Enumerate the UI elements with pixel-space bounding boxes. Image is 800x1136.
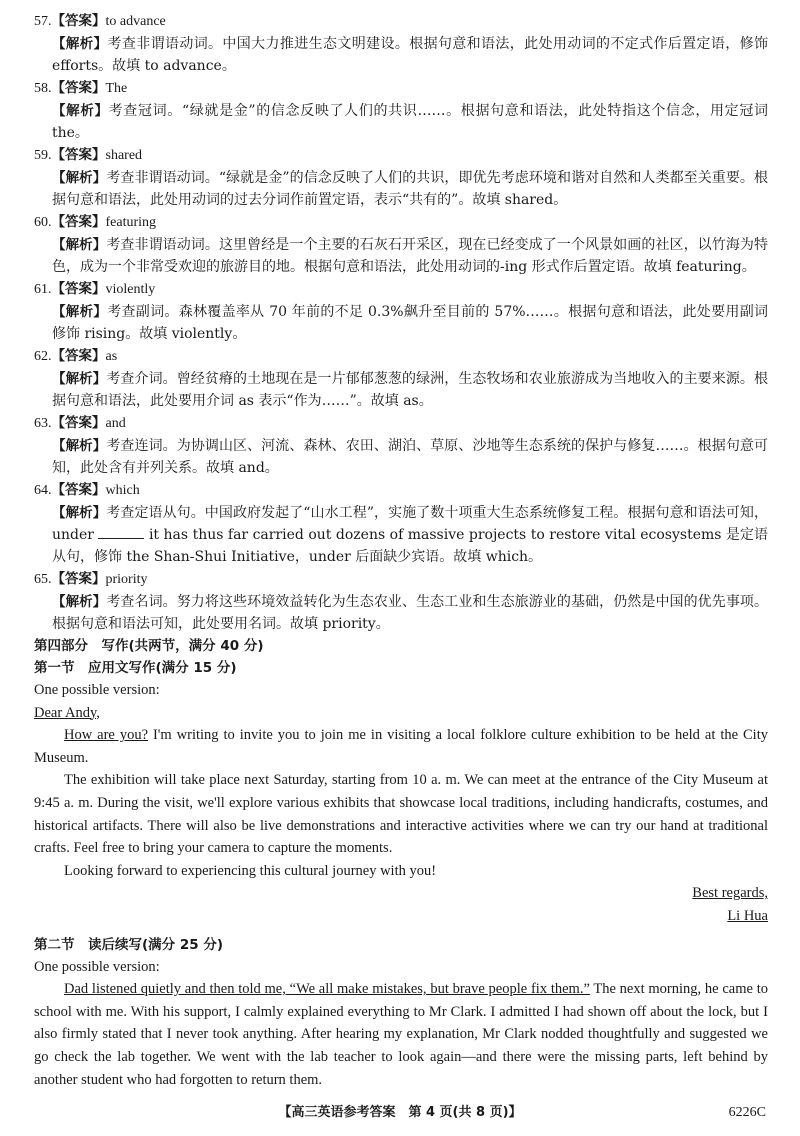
explanation-text: 考查副词。森林覆盖率从 70 年前的不足 0.3%飙升至目前的 57%……。根据句意和语法，此处要用副词修饰 rising。故填 violently。 [52,304,768,342]
explanation [52,33,768,77]
explanation-tag: 【解析】 [52,36,108,52]
answer-tag: 【答案】 [51,13,106,29]
explanation [52,435,768,479]
section2-intro: One possible version: [34,958,160,975]
answer-items [34,10,768,635]
answer-text: priority [105,572,148,587]
letter-closing: Best regards, [692,885,768,902]
answer-tag: 【答案】 [51,348,106,364]
question-number: 57. [34,14,52,29]
explanation-text: 考查介词。曾经贫瘠的土地现在是一片郁郁葱葱的绿洲，生态牧场和农业旅游成为当地收入的主要来源。根据句意和语法，此处要用介词 as 表示“作为……”。故填 as。 [52,371,769,409]
answer-tag: 【答案】 [51,281,106,297]
explanation-tag: 【解析】 [52,237,107,253]
answer-heading [34,144,768,167]
answer-heading [34,211,768,234]
answer-heading [34,278,768,301]
explanation-text: 考查非谓语动词。“绿就是金”的信念反映了人们的共识，即优先考虑环境和谐对自然和人类都至关重要。根据句意和语法，此处用动词的过去分词作前置定语，表示“共有的”。故填 shared。 [52,170,769,208]
answer-heading [34,568,768,591]
page-footer [0,1101,800,1125]
explanation [52,100,768,144]
answer-tag: 【答案】 [51,80,106,96]
answer-text: to advance [105,14,166,29]
answer-heading [34,412,768,435]
explanation [52,591,768,635]
section2-title: 第二节 读后续写(满分 25 分) [34,936,224,953]
answer-text: shared [105,148,143,163]
explanation-tag: 【解析】 [52,594,107,610]
explanation-text: 考查非谓语动词。这里曾经是一个主要的石灰石开采区，现在已经变成了一个风景如画的社区，以竹海为特色，成为一个非常受欢迎的旅游目的地。根据句意和语法，此处用动词的-ing 形式作后置定语。故填 featuring。 [52,237,769,275]
letter-paragraph-2: The exhibition will take place next Saturday, starting from 10 a. m. We can meet at the entrance of the City Museum at 9:45 a. m. During the visit, we'll explore various exhibits that showcase local traditions, including handicrafts, costumes, and historical artifacts. There will also be live demonstrations and interactive activities where we can try our hand at traditional crafts. Feel free to bring your camera to capture the moments. [34,772,768,857]
explanation-text: 考查名词。努力将这些环境效益转化为生态农业、生态工业和生态旅游业的基础，仍然是中国的优先事项。根据句意和语法可知，此处要用名词。故填 priority。 [52,594,769,632]
explanation-tag: 【解析】 [52,170,107,186]
answer-heading [34,77,768,100]
answer-tag: 【答案】 [51,214,106,230]
explanation [52,234,768,278]
explanation [52,167,768,211]
explanation-text: 考查非谓语动词。中国大力推进生态文明建设。根据句意和语法，此处用动词的不定式作后置定语，修饰 efforts。故填 to advance。 [52,36,769,74]
answer-tag: 【答案】 [51,482,106,498]
part4-title: 第四部分 写作(共两节，满分 40 分) [34,638,264,654]
question-number: 64. [34,483,52,498]
explanation-tag: 【解析】 [52,304,108,320]
answer-heading [34,479,768,502]
answer-tag: 【答案】 [51,147,106,163]
answer-text: violently [105,282,156,297]
question-number: 65. [34,572,52,587]
answer-text: featuring [105,215,157,230]
explanation [52,301,768,345]
question-number: 60. [34,215,52,230]
explanation [52,368,768,412]
explanation [52,502,768,568]
answer-tag: 【答案】 [51,571,106,587]
letter-signature: Li Hua [727,907,768,924]
answer-heading [34,10,768,33]
footer-code: 6226C [728,1105,766,1120]
answer-page [34,10,768,1091]
explanation-text: 考查连词。为协调山区、河流、森林、农田、湖泊、草原、沙地等生态系统的保护与修复……。根据句意可知，此处含有并列关系。故填 and。 [52,438,768,476]
explanation-text-b: it has thus far carried out dozens of massive projects to restore vital ecosystems 是定语从句，修饰 the Shan-Shui Initiative，under 后面缺少宾语。故填 which。 [52,527,768,565]
letter-salutation: Dear Andy, [34,704,100,721]
answer-heading [34,345,768,368]
letter-paragraph-3: Looking forward to experiencing this cultural journey with you! [64,862,437,879]
answer-tag: 【答案】 [51,415,106,431]
blank-line [98,526,144,539]
question-number: 62. [34,349,52,364]
section1-title: 第一节 应用文写作(满分 15 分) [34,660,237,676]
explanation-tag: 【解析】 [52,438,107,454]
question-number: 59. [34,148,52,163]
answer-text: which [105,483,140,498]
answer-text: as [105,349,118,364]
explanation-tag: 【解析】 [52,505,107,521]
footer-page-label: 【高三英语参考答案 第 4 页(共 8 页)】 [278,1105,522,1120]
explanation-text-a: 考查定语从句。中国政府发起了“山水工程”，实施了数十项重大生态系统修复工程。根据句意和语法可知，under [52,505,769,543]
answer-text: The [105,81,128,96]
section1-intro: One possible version: [34,682,160,698]
explanation-tag: 【解析】 [52,103,109,119]
question-number: 63. [34,416,52,431]
letter-paragraph-1: How are you? I'm writing to invite you to join me in visiting a local folklore culture exhibition to be held at the City Museum. [34,727,768,766]
question-number: 61. [34,282,52,297]
question-number: 58. [34,81,52,96]
story-paragraph: Dad listened quietly and then told me, “We all make mistakes, but brave people fix them.” The next morning, he came to school with me. With his support, I calmly explained everything to Mr Clark. I admitted I had shown off about the lock, but I also firmly stated that I never took anything. After hearing my explanation, Mr Clark nodded thoughtfully and suggested we go check the lab together. We went with the lab teacher to look again—and there were the missing parts, left behind by another student who had forgotten to return them. [34,981,768,1088]
answer-text: and [105,416,126,431]
explanation-tag: 【解析】 [52,371,107,387]
explanation-text: 考查冠词。“绿就是金”的信念反映了人们的共识……。根据句意和语法，此处特指这个信念，用定冠词 the。 [52,103,768,141]
